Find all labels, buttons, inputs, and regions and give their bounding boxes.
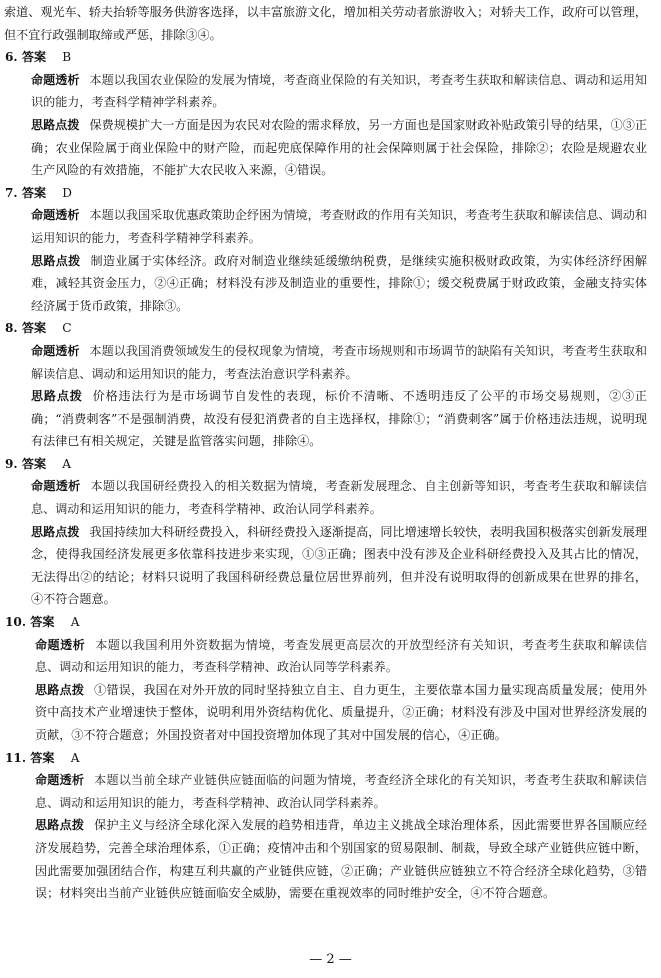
reasoning-text: 保护主义与经济全球化深入发展的趋势相违背，单边主义挑战全球治理体系，因此需要世界各国顺应经济发展趋势，完善全球治理体系，①正确；疫情冲击和个别国家的贸易限制、制裁，导致全球产业链供应链中断，因此需要加强团结合作，构建互利共赢的产业链供应链，②正确；产业链供应链独立不符合经济全球化趋势，③错误；材料突出当前产业链供应链面临安全威胁，需要在重视效率的同时维护安全，④不符合题意。 xyxy=(35,818,647,901)
reasoning-text: ①错误，我国在对外开放的同时坚持独立自主、自力更生，主要依靠本国力量实现高质量发展；使用外资中高技术产业增速快于整体，说明利用外资结构优化、质量提升，②正确；材料没有涉及中国对世界经济发展的贡献，③不符合题意；外国投资者对中国投资增加体现了其对中国发展的信心，④正确。 xyxy=(35,682,647,742)
answer-letter: A xyxy=(62,456,72,471)
question-7-answer-line xyxy=(0,182,661,205)
analysis-text: 本题以当前全球产业链供应链面临的问题为情境，考查经济全球化的有关知识，考查考生获取和解读信息、调动和运用知识的能力，考查科学精神、政治认同学科素养。 xyxy=(35,773,647,810)
question-number: 8. xyxy=(5,321,18,336)
answer-label: 答案 xyxy=(21,456,47,471)
question-9-answer-line xyxy=(0,453,661,476)
answer-letter: A xyxy=(70,615,80,630)
question-number: 9. xyxy=(5,456,18,471)
answer-label: 答案 xyxy=(21,50,47,65)
reasoning-label: 思路点拨 xyxy=(31,524,80,539)
answer-label: 答案 xyxy=(30,750,55,765)
question-number: 11. xyxy=(5,750,27,765)
question-10-answer-line xyxy=(0,611,661,634)
question-number: 6. xyxy=(5,50,18,65)
answer-letter: A xyxy=(70,750,80,765)
answer-letter: C xyxy=(62,321,72,336)
reasoning-label: 思路点拨 xyxy=(35,818,85,833)
question-9-reasoning xyxy=(0,521,661,611)
question-number: 7. xyxy=(5,185,18,200)
reasoning-text: 我国持续加大科研经费投入，科研经费投入逐渐提高，同比增速增长较快，表明我国积极落实创新发展理念，使得我国经济发展更多依靠科技进步来实现，①③正确；图表中没有涉及企业科研经费投入及其占比的情况，无法得出②的结论；材料只说明了我国科研经费总量位居世界前列，但并没有说明取得的创新成果在世界的排名，④不符合题意。 xyxy=(31,524,647,607)
reasoning-label: 思路点拨 xyxy=(31,389,83,404)
analysis-text: 本题以我国农业保险的发展为情境，考查商业保险的有关知识，考查考生获取和解读信息、调动和运用知识的能力，考查科学精神学科素养。 xyxy=(31,72,647,110)
answer-letter: B xyxy=(62,50,72,65)
intro-paragraph: 索道、观光车、轿夫抬轿等服务供游客选择，以丰富旅游文化，增加相关劳动者旅游收入；对轿夫工作，政府可以管理，但不宜行政强制取缔或严惩，排除③④。 xyxy=(4,5,647,42)
question-11-reasoning xyxy=(0,814,661,904)
document-page xyxy=(0,1,661,905)
analysis-text: 本题以我国利用外资数据为情境，考查发展更高层次的开放型经济有关知识，考查考生获取和解读信息、调动和运用知识的能力，考查科学精神、政治认同等学科素养。 xyxy=(35,637,647,675)
page-number: — 2 — xyxy=(309,952,352,967)
analysis-label: 命题透析 xyxy=(31,479,81,494)
reasoning-text: 制造业属于实体经济。政府对制造业继续延缓缴纳税费，是继续实施积极财政政策，为实体经济纾困解难，减轻其资金压力，②④正确；材料没有涉及制造业的重要性，排除①；缓交税费属于财政政策，金融支持实体经济属于货币政策，排除③。 xyxy=(31,253,647,313)
question-11-answer-line xyxy=(0,747,661,770)
reasoning-text: 保费规模扩大一方面是因为农民对农险的需求释放，另一方面也是国家财政补贴政策引导的结果，①③正确；农业保险属于商业保险中的财产险，而起兜底保障作用的社会保障则属于社会保险，排除②；农险是规避农业生产风险的有效措施，不能扩大农民收入来源，④错误。 xyxy=(31,117,647,178)
question-10-reasoning xyxy=(0,679,661,747)
question-8-answer-line xyxy=(0,317,661,340)
question-10-analysis xyxy=(0,634,661,679)
reasoning-label: 思路点拨 xyxy=(31,117,80,132)
reasoning-text: 价格违法行为是市场调节自发性的表现，标价不清晰、不透明违反了公平的市场交易规则，②③正确；“消费刺客”不是强制消费，故没有侵犯消费者的自主选择权，排除①；“消费刺客”属于价格违法违规，说明现有法律已有相关规定，关键是监管落实问题，排除④。 xyxy=(31,389,647,449)
analysis-label: 命题透析 xyxy=(35,637,86,652)
analysis-text: 本题以我国消费领域发生的侵权现象为情境，考查市场规则和市场调节的缺陷有关知识，考查考生获取和解读信息、调动和运用知识的能力，考查法治意识学科素养。 xyxy=(31,343,647,381)
reasoning-label: 思路点拨 xyxy=(35,682,85,697)
question-6-answer-line xyxy=(0,46,661,69)
question-9-analysis xyxy=(0,475,661,520)
analysis-label: 命题透析 xyxy=(31,208,80,223)
question-11-analysis xyxy=(0,769,661,814)
question-6-analysis xyxy=(0,69,661,114)
analysis-label: 命题透析 xyxy=(35,773,85,788)
analysis-text: 本题以我国采取优惠政策助企纾困为情境，考查财政的作用有关知识，考查考生获取和解读信息、调动和运用知识的能力，考查科学精神学科素养。 xyxy=(31,208,647,245)
question-7-reasoning xyxy=(0,250,661,318)
question-number: 10. xyxy=(5,615,27,630)
question-8-reasoning xyxy=(0,385,661,453)
answer-letter: D xyxy=(62,185,72,200)
question-8-analysis xyxy=(0,340,661,385)
answer-label: 答案 xyxy=(21,185,47,200)
analysis-text: 本题以我国研经费投入的相关数据为情境，考查新发展理念、自主创新等知识，考查考生获取和解读信息、调动和运用知识的能力，考查科学精神、政治认同学科素养。 xyxy=(31,479,647,517)
reasoning-label: 思路点拨 xyxy=(31,253,81,268)
analysis-label: 命题透析 xyxy=(31,72,80,87)
question-6-reasoning xyxy=(0,114,661,182)
answer-label: 答案 xyxy=(21,321,47,336)
answer-label: 答案 xyxy=(30,615,55,630)
question-7-analysis xyxy=(0,204,661,249)
analysis-label: 命题透析 xyxy=(31,343,80,358)
